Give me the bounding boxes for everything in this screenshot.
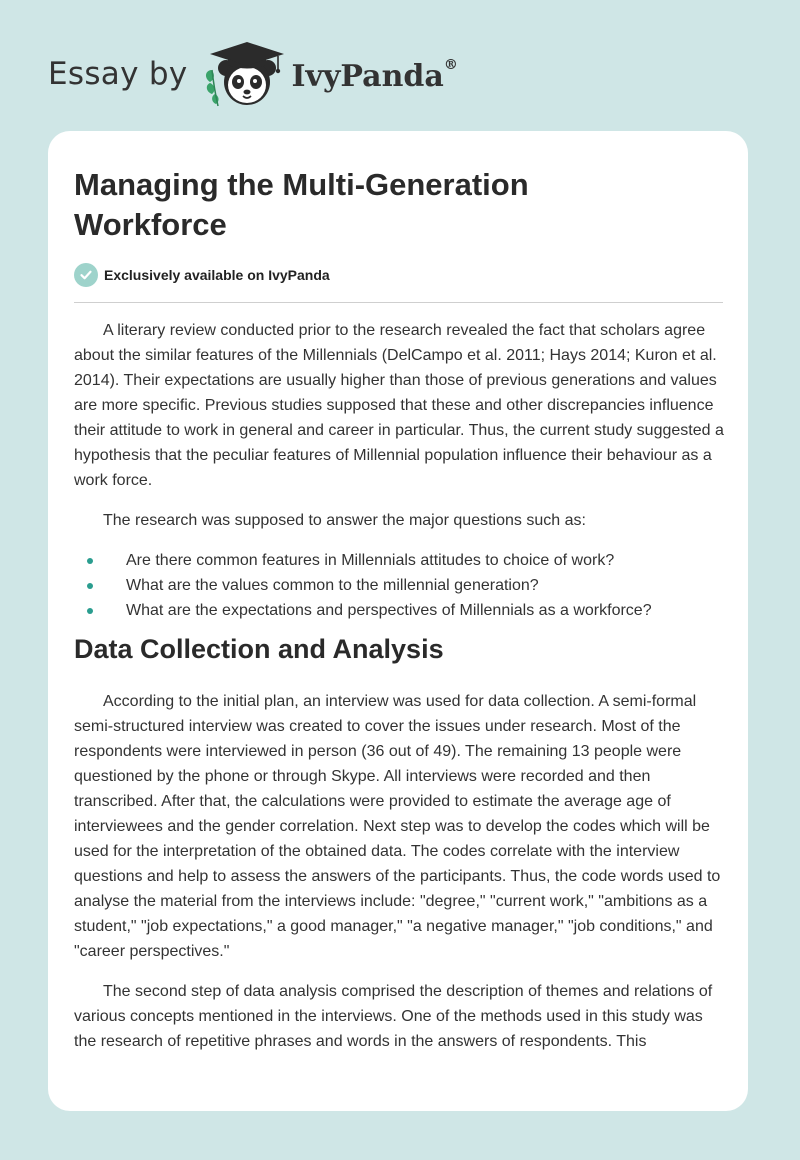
panda-logo-icon [202,38,288,110]
bullet-icon [87,583,93,589]
list-item: Are there common features in Millennials attitudes to choice of work? [74,548,726,573]
site-brand[interactable] [48,38,458,110]
title-divider [74,302,723,303]
bullet-icon [87,608,93,614]
paragraph: According to the initial plan, an interview was used for data collection. A semi-formal semi-structured interview was created to cover the issues under research. Most of the respondents were interviewed in person (36 out of 49). The remaining 13 people were questioned by the phone or through Skype. All interviews were recorded and then transcribed. After that, the calculations were provided to estimate the average age of interviewees and the gender correlation. Next step was to develop the codes which will be used for the interpretation of the obtained data. The codes correlate with the interview questions and help to assess the answers of the participants. Thus, the code words used to analyse the material from the interviews include: "degree," "current work," "ambitions as a student," "job expectations," a good manager," "a negative manager," "job conditions," and "career perspectives." [74,693,721,960]
essay-card [48,131,748,1111]
list-item: What are the expectations and perspectives of Millennials as a workforce? [74,598,726,623]
paragraph: The research was supposed to answer the major questions such as: [103,512,586,529]
list-item: What are the values common to the millennial generation? [74,573,726,598]
exclusive-badge [74,263,330,287]
research-questions-list [74,548,726,623]
section-heading: Data Collection and Analysis [74,634,444,664]
check-icon [74,263,98,287]
essay-body [74,318,726,1069]
brand-prefix: Essay by [48,55,188,92]
essay-title: Managing the Multi-Generation Workforce [74,167,529,242]
paragraph: A literary review conducted prior to the research revealed the fact that scholars agree about the similar features of the Millennials (DelCampo et al. 2011; Hays 2014; Kuron et al. 2014). Their expectations are usually higher than those of previous generations and values are more specific. Previous studies supposed that these and other discrepancies influence their attitude to work in general and career in particular. Thus, the current study suggested a hypothesis that the peculiar features of Millennial population influence their behaviour as a work force. [74,322,724,489]
exclusive-label: Exclusively available on IvyPanda [104,267,330,283]
bullet-icon [87,558,93,564]
paragraph: The second step of data analysis comprised the description of themes and relations of various concepts mentioned in the interviews. One of the methods used in this study was the research of repetitive phrases and words in the answers of respondents. This [74,983,713,1050]
brand-name: IvyPanda® [291,57,458,94]
